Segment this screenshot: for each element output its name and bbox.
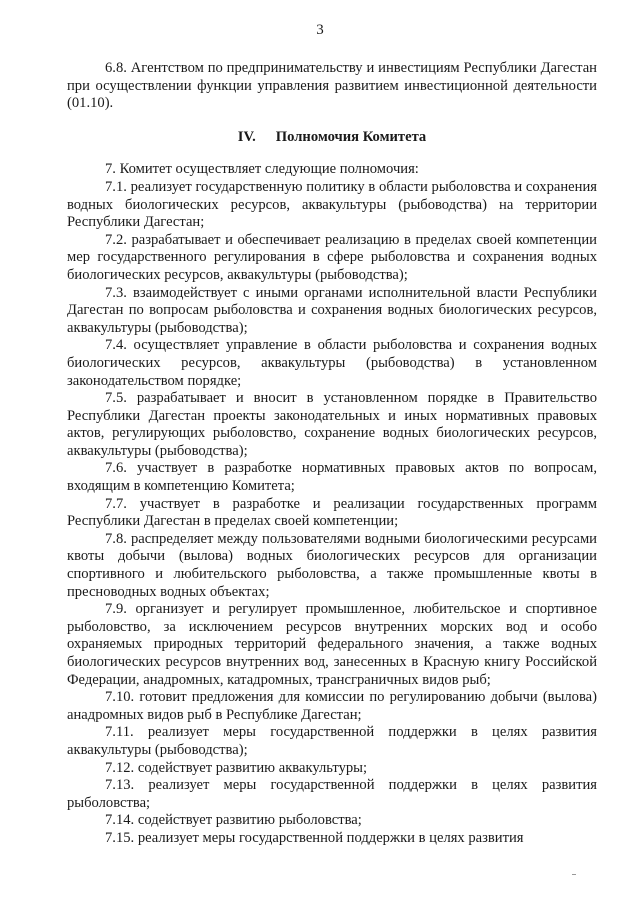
paragraph-7-11: 7.11. реализует меры государственной поддержки в целях развития аквакультуры (рыбоводства); [67,724,597,758]
paragraph-7-15: 7.15. реализует меры государственной поддержки в целях развития [105,829,524,846]
paragraph-7: 7. Комитет осуществляет следующие полномочия: [105,161,419,178]
paragraph-7-10: 7.10. готовит предложения для комиссии по регулированию добычи (вылова) анадромных видов рыб в Республике Дагестан; [67,689,597,723]
section-number: IV. [237,128,256,145]
scan-mark [572,874,576,875]
paragraph-7-2: 7.2. разрабатывает и обеспечивает реализацию в пределах своей компетенции мер государственного регулирования в сфере рыболовства и сохранения водных биологических ресурсов, аквакультуры (рыбоводства); [67,231,597,283]
paragraph-6-8: 6.8. Агентством по предпринимательству и инвестициям Республики Дагестан при осуществлении функции управления развитием инвестиционной деятельности (01.10). [67,60,597,112]
paragraph-7-13: 7.13. реализует меры государственной поддержки в целях развития рыболовства; [67,777,597,811]
section-title: Полномочия Комитета [275,128,427,145]
paragraph-7-4: 7.4. осуществляет управление в области рыболовства и сохранения водных биологических ресурсов, аквакультуры (рыбоводства) в установленном законодательством порядке; [67,337,597,389]
document-body [67,60,597,848]
paragraph-7-5: 7.5. разрабатывает и вносит в установленном порядке в Правительство Республики Дагестан проекты законодательных и иных нормативных правовых актов, регулирующих рыболовство, сохранение водных биологических ресурсов, аквакультуры (рыбоводства); [67,390,597,459]
paragraph-7-8: 7.8. распределяет между пользователями водными биологическими ресурсами квоты добычи (вылова) водных биологических ресурсов для организации спортивного и любительского рыболовства, а также промышленные квоты в пресноводных водных объектах; [67,530,597,600]
paragraph-7-14: 7.14. содействует развитию рыболовства; [105,812,362,829]
paragraph-7-1: 7.1. реализует государственную политику в области рыболовства и сохранения водных биологических ресурсов, аквакультуры (рыбоводства) на территории Республики Дагестан; [67,178,597,231]
paragraph-7-3: 7.3. взаимодействует с иными органами исполнительной власти Республики Дагестан по вопросам рыболовства и сохранения водных биологических ресурсов, аквакультуры (рыбоводства); [67,284,597,336]
section-heading [67,129,597,147]
paragraph-7-6: 7.6. участвует в разработке нормативных правовых актов по вопросам, входящим в компетенцию Комитета; [67,460,597,495]
page-number: 3 [316,22,324,38]
paragraph-7-7: 7.7. участвует в разработке и реализации государственных программ Республики Дагестан в пределах своей компетенции; [67,495,597,530]
paragraph-7-9: 7.9. организует и регулирует промышленное, любительское и спортивное рыболовство, за исключением ресурсов внутренних морских вод и особо охраняемых природных территорий федерального значения, а также водных биологических ресурсов внутренних вод, занесенных в Красную книгу Российской Федерации, анадромных, катадромных, трансграничных видов рыб; [67,601,597,688]
paragraph-7-12: 7.12. содействует развитию аквакультуры; [105,759,368,776]
